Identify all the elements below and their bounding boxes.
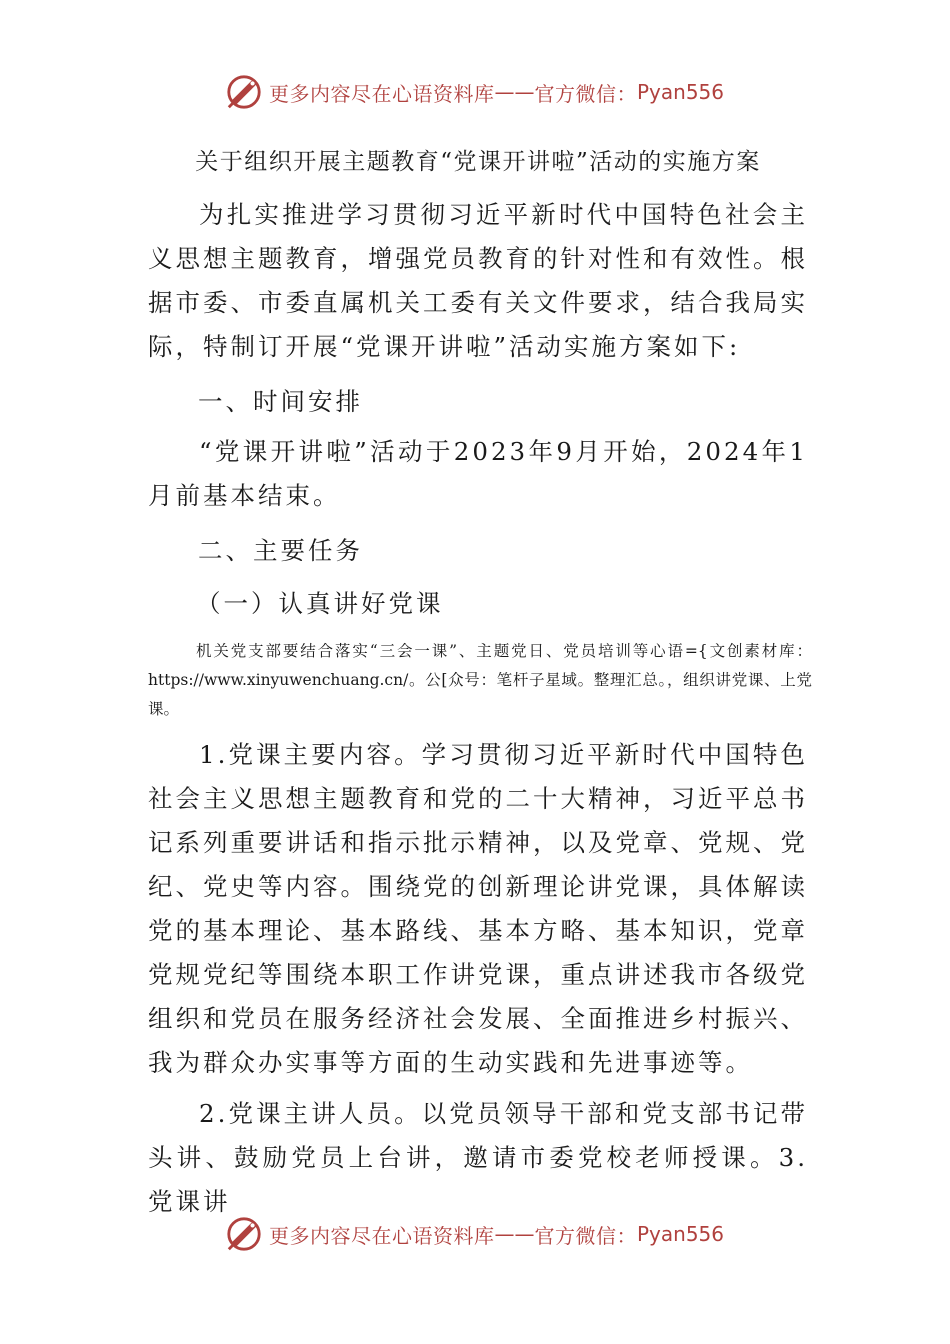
inserted-note: 机关党支部要结合落实“三会一课”、主题党日、党员培训等心语={文创素材库：https://www.xinyuwenchuang.cn/。公[众号：笔杆子星域。整理汇总。，组织讲党课、上党课。 [148,642,812,718]
banner-text: 更多内容尽在心语资料库 [269,81,495,106]
pen-nib-circle-icon [225,73,263,111]
banner-wechat-label: 官方微信： [534,1223,637,1248]
banner-text: 更多内容尽在心语资料库 [269,1223,495,1248]
pen-nib-circle-icon [225,1215,263,1253]
header-banner[interactable] [225,72,724,112]
banner-wechat-id: Pyan556 [637,80,725,104]
banner-separator: —— [494,1222,535,1246]
item-2-paragraph: 2.党课主讲人员。以党员领导干部和党支部书记带头讲、鼓励党员上台讲，邀请市委党校老师授课。3.党课讲 [148,1099,808,1216]
section-1-heading: 一、时间安排 [198,387,363,416]
document-title: 关于组织开展主题教育“党课开讲啦”活动的实施方案 [195,149,761,175]
footer-banner[interactable] [225,1214,724,1254]
banner-wechat-label: 官方微信： [534,81,637,106]
subsection-1-heading: （一）认真讲好党课 [196,589,444,618]
banner-wechat-id: Pyan556 [637,1222,725,1246]
section-1-body: “党课开讲啦”活动于2023年9月开始，2024年1月前基本结束。 [148,437,808,510]
banner-separator: —— [494,80,535,104]
section-2-heading: 二、主要任务 [198,536,363,565]
intro-paragraph: 为扎实推进学习贯彻习近平新时代中国特色社会主义思想主题教育，增强党员教育的针对性和有效性。根据市委、市委直属机关工委有关文件要求，结合我局实际，特制订开展“党课开讲啦”活动实施方案如下: [148,200,808,361]
item-1-paragraph: 1.党课主要内容。学习贯彻习近平新时代中国特色社会主义思想主题教育和党的二十大精神，习近平总书记系列重要讲话和指示批示精神，以及党章、党规、党纪、党史等内容。围绕党的创新理论讲党课，具体解读党的基本理论、基本路线、基本方略、基本知识，党章党规党纪等围绕本职工作讲党课，重点讲述我市各级党组织和党员在服务经济社会发展、全面推进乡村振兴、我为群众办实事等方面的生动实践和先进事迹等。 [148,740,808,1077]
